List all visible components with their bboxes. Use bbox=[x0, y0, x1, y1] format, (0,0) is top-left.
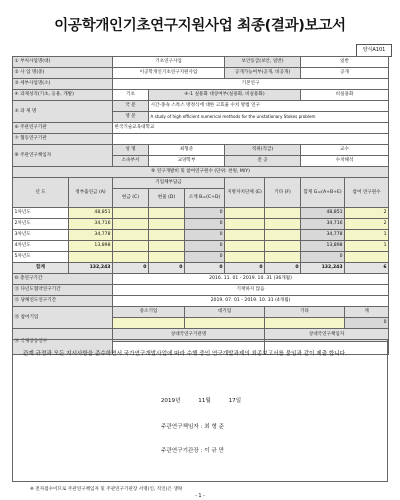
total-period-value: 2016. 11. 01 - 2019. 10. 31 (36개월) bbox=[113, 274, 389, 285]
pi-signature-line: 주관연구책임자 : 최 형 준 bbox=[161, 424, 225, 430]
task-name-kr: 시간-종속 스톡스 방정식에 대한 고효율 수치 방법 연구 bbox=[149, 101, 389, 112]
task-name-en: A study of high efficient numerical methods for the unstationary Stokes problem bbox=[149, 112, 389, 123]
row-multi-year-period: ⑪ 다년도협약연구기간 기재하지 않음 bbox=[13, 285, 389, 296]
row-partic-header: ⑬ 참여기업 중소기업 대기업 기타 계 bbox=[13, 307, 389, 318]
coop-value bbox=[113, 134, 389, 145]
multi-year-period-value: 기재하지 않음 bbox=[113, 285, 389, 296]
pi-signature-name: 최 형 준 bbox=[204, 424, 225, 430]
head-signature-line: 주관연구기관장 : 이 규 만 bbox=[161, 448, 225, 454]
form-id: 양식A101 bbox=[356, 44, 392, 57]
row-task-en: 영 문 A study of high efficient numerical methods for the unstationary Stokes problem bbox=[13, 112, 389, 123]
row-detail: ③ 세부사업명(소) 기본연구 bbox=[13, 79, 389, 90]
row-total-period: ⑩ 총연구기간 2016. 11. 01 - 2019. 10. 31 (36개월) bbox=[13, 274, 389, 285]
row-task-kr: ⑤ 과 제 명 국 문 시간-종속 스톡스 방정식에 대한 고효율 수치 방법 연구 bbox=[13, 101, 389, 112]
budget-row: 5차년도 0 0 bbox=[13, 252, 389, 263]
row-type: ④ 과제성격(기초, 응용, 개발) 기초 ④-1 실용화 대상여부(실용화, 비실용화) 비실용화 bbox=[13, 90, 389, 101]
head-signature-name: 이 규 만 bbox=[204, 448, 225, 454]
org-value: 한국기술교육대학교 bbox=[113, 123, 389, 134]
row-coop: ⑦ 협동연구기관 bbox=[13, 134, 389, 145]
budget-row: 3차년도 34,778 0 34,778 1 bbox=[13, 230, 389, 241]
row-pi-1: ⑧ 주관연구책임자 성 명 최형준 직위(직급) 교수 bbox=[13, 145, 389, 156]
budget-title-row: ⑨ 연구개발비 및 참여연구원수 (단위: 천원, M/Y) bbox=[13, 167, 389, 178]
budget-total-row: 합계 132,243 0 0 0 0 0 132,243 6 bbox=[13, 263, 389, 274]
report-title: 이공학개인기초연구지원사업 최종(결과)보고서 bbox=[54, 18, 346, 34]
public-value: 공개 bbox=[301, 68, 389, 79]
practical-value: 비실용화 bbox=[301, 90, 389, 101]
report-form-table bbox=[12, 56, 389, 355]
row-pi-2: 소속부서 교양학부 전 공 수치해석 bbox=[13, 156, 389, 167]
current-period-value: 2019. 07. 01 - 2019. 10. 31 (4개월) bbox=[113, 296, 389, 307]
declaration-text: 관계 규정과 모든 지시사항을 준수하면서 국가연구개발사업에 따라 수행 중인 연구개발과제의 최종보고서를 붙임과 같이 제출 합니다. bbox=[23, 351, 347, 357]
detail-value: 기본연구 bbox=[113, 79, 389, 90]
page-number: - 1 - bbox=[195, 493, 205, 499]
footnote: ※ 전자접수이므로 주관연구책임자 및 주관연구기관장 서명(인, 직인)은 생략 bbox=[30, 487, 183, 492]
pi-position: 교수 bbox=[301, 145, 389, 156]
program-value: 이공학개인기초연구지원사업 bbox=[113, 68, 225, 79]
budget-row: 1차년도 48,851 0 48,851 2 bbox=[13, 208, 389, 219]
declaration-date: 2019년 11월 17일 bbox=[160, 398, 242, 404]
row-partic-values: 0 bbox=[13, 318, 389, 329]
budget-row: 2차년도 34,716 0 34,716 2 bbox=[13, 219, 389, 230]
budget-header-2: 현금 (C) 현물 (D) 소계 B=(C+D) bbox=[13, 189, 389, 208]
pi-dept: 교양학부 bbox=[149, 156, 225, 167]
row-program: ② 사 업 명(중) 이공학개인기초연구지원사업 공개가능여부(공개, 비공개) 공개 bbox=[13, 68, 389, 79]
row-intl: ⑭ 국제공동연구 상대국연구기관명 상대국연구책임자 bbox=[13, 329, 389, 342]
row-org: ⑥ 주관연구기관 한국기술교육대학교 bbox=[13, 123, 389, 134]
pi-name: 최형준 bbox=[149, 145, 225, 156]
type-value: 기초 bbox=[113, 90, 149, 101]
pi-major: 수치해석 bbox=[301, 156, 389, 167]
budget-row: 4차년도 13,898 0 13,898 1 bbox=[13, 241, 389, 252]
declaration-box bbox=[12, 339, 388, 482]
row-field: ① 부처사업명(대) 기초연구사업 보안등급(보안, 일반) 일반 bbox=[13, 57, 389, 68]
row-current-period: ⑫ 당해연도연구기간 2019. 07. 01 - 2019. 10. 31 (4개월) bbox=[13, 296, 389, 307]
security-value: 일반 bbox=[301, 57, 389, 68]
budget-header-1: 년 도 정부출연금 (A) 기업체부담금 지방자치단체 (E) 기타 (F) 합계 G=(A+B+E) 참여 연구원수 bbox=[13, 178, 389, 189]
field-value: 기초연구사업 bbox=[113, 57, 225, 68]
